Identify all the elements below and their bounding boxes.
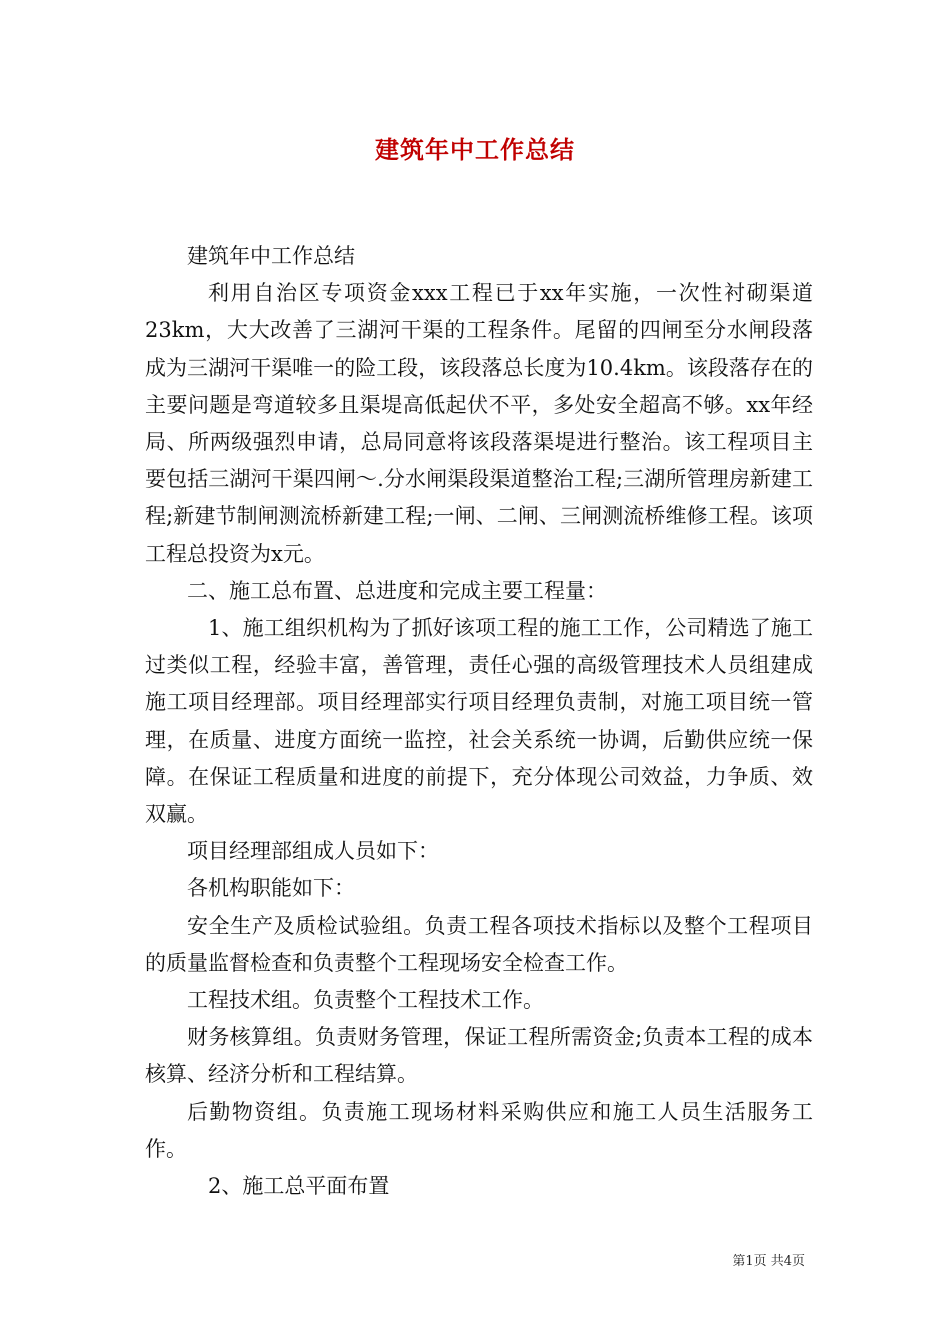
paragraph-project-overview: 利用自治区专项资金xxx工程已于xx年实施，一次性衬砌渠道23km，大大改善了三湖河干渠的工程条件。尾留的四闸至分水闸段落成为三湖河干渠唯一的险工段，该段落总长度为10.4km。该段落存在的主要问题是弯道较多且渠堤高低起伏不平，多处安全超高不够。xx年经局、所两级强烈申请，总局同意将该段落渠堤进行整治。该工程项目主要包括三湖河干渠四闸～.分水闸渠段渠道整治工程;三湖所管理房新建工程;新建节制闸测流桥新建工程;一闸、二闸、三闸测流桥维修工程。该项工程总投资为x元。 — [145, 281, 813, 566]
paragraph-subtitle: 建筑年中工作总结 — [187, 244, 355, 268]
document-body — [145, 238, 813, 1205]
document-title: 建筑年中工作总结 — [375, 136, 575, 164]
page-number: 第1页 共4页 — [732, 1254, 805, 1269]
paragraph-finance-group: 财务核算组。负责财务管理，保证工程所需资金;负责本工程的成本核算、经济分析和工程结算。 — [145, 1025, 813, 1087]
paragraph-layout-heading: 2、施工总平面布置 — [208, 1174, 390, 1199]
paragraph-organization: 1、施工组织机构为了抓好该项工程的施工工作，公司精选了施工过类似工程，经验丰富，善管理，责任心强的高级管理技术人员组建成施工项目经理部。项目经理部实行项目经理负责制，对施工项目统一管理，在质量、进度方面统一监控，社会关系统一协调，后勤供应统一保障。在保证工程质量和进度的前提下，充分体现公司效益，力争质、效双赢。 — [145, 616, 813, 827]
paragraph-functions: 各机构职能如下： — [187, 876, 355, 901]
paragraph-tech-group: 工程技术组。负责整个工程技术工作。 — [187, 988, 544, 1013]
paragraph-safety-group: 安全生产及质检试验组。负责工程各项技术指标以及整个工程项目的质量监督检查和负责整个工程现场安全检查工作。 — [145, 913, 813, 975]
paragraph-logistics-group: 后勤物资组。负责施工现场材料采购供应和施工人员生活服务工作。 — [145, 1099, 813, 1161]
paragraph-staff: 项目经理部组成人员如下： — [187, 839, 439, 864]
paragraph-section-heading: 二、施工总布置、总进度和完成主要工程量： — [187, 578, 607, 603]
